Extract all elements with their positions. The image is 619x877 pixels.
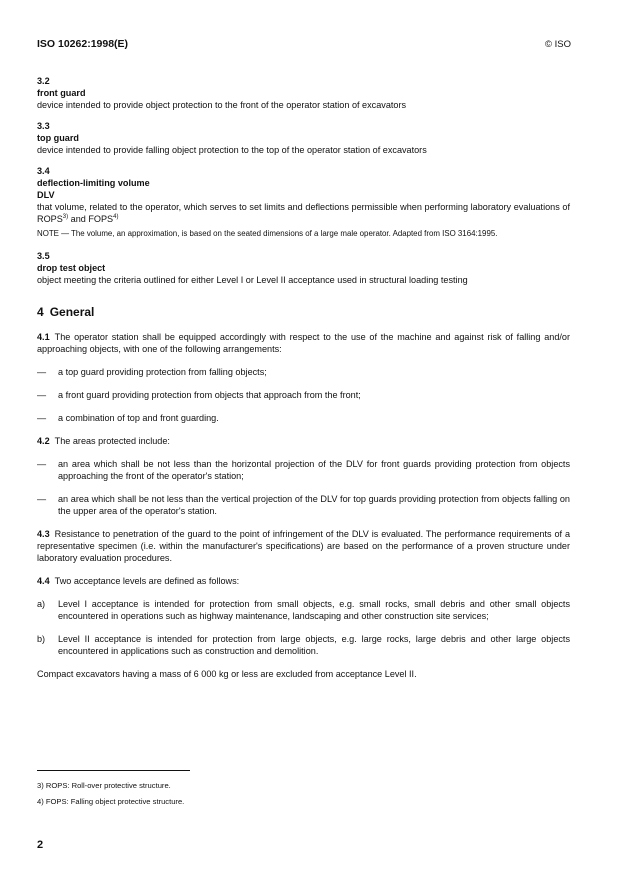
definition-text: that volume, related to the operator, which serves to set limits and deflections permissible when performing laboratory evaluations of ROPS <box>37 202 570 224</box>
footnote-ref-3: 3) <box>62 214 69 220</box>
term-name: front guard <box>37 88 86 98</box>
clause-4-3 <box>37 528 570 564</box>
clause-text: The areas protected include: <box>54 436 170 446</box>
list-item <box>37 458 570 482</box>
list-marker: a) <box>37 599 46 609</box>
clause-4-1 <box>37 331 570 355</box>
footnote-3: 3) ROPS: Roll-over protective structure. <box>37 781 171 790</box>
document-id: ISO 10262:1998(E) <box>37 38 129 50</box>
term-3-2 <box>37 75 570 111</box>
dash-marker: — <box>37 459 47 469</box>
term-number: 3.4 <box>37 166 50 176</box>
dash-marker: — <box>37 367 47 377</box>
clause-text: Two acceptance levels are defined as follows: <box>54 576 240 586</box>
list-item <box>37 493 570 517</box>
list-item <box>37 389 570 401</box>
clause-number: 4.2 <box>37 436 50 446</box>
term-name: top guard <box>37 133 79 143</box>
clause-number: 4.1 <box>37 332 50 342</box>
section-heading <box>37 306 570 318</box>
list-item <box>37 633 570 657</box>
term-abbreviation: DLV <box>37 190 55 200</box>
copyright-mark: © ISO <box>544 39 571 50</box>
list-item-text: a combination of top and front guarding. <box>58 413 219 423</box>
term-3-5 <box>37 250 570 286</box>
list-item-text: Level I acceptance is intended for protection from small objects, e.g. small rocks, small debris and other small objects encountered in operations such as highway maintenance, landscaping and other construction site services; <box>58 599 570 621</box>
list-item-text: an area which shall be not less than the horizontal projection of the DLV for front guards providing protection from objects approaching the front of the operator's station; <box>58 459 570 481</box>
note: NOTE — The volume, an approximation, is based on the seated dimensions of a large male operator. Adapted from ISO 3164:1995. <box>37 229 498 238</box>
clause-4-2 <box>37 435 570 447</box>
footnote-ref-4: 4) <box>113 214 119 220</box>
clause-4-4 <box>37 575 570 587</box>
page-content <box>37 75 570 691</box>
term-3-4 <box>37 165 570 225</box>
footnote-4: 4) FOPS: Falling object protective structure. <box>37 797 185 806</box>
list-item <box>37 412 570 424</box>
term-definition: object meeting the criteria outlined for either Level I or Level II acceptance used in structural loading testing <box>37 275 468 285</box>
list-item <box>37 366 570 378</box>
term-definition <box>37 201 570 225</box>
dash-marker: — <box>37 413 47 423</box>
footnote-separator <box>37 770 190 771</box>
clause-text: The operator station shall be equipped accordingly with respect to the use of the machine and against risk of falling and/or approaching objects, with one of the following arrangements: <box>37 332 570 354</box>
term-number: 3.3 <box>37 121 50 131</box>
dash-marker: — <box>37 494 47 504</box>
clause-number: 4.3 <box>37 529 50 539</box>
list-item-text: an area which shall be not less than the vertical projection of the DLV for top guards providing protection from objects falling on the upper area of the operator's station. <box>58 494 570 516</box>
term-number: 3.5 <box>37 251 50 261</box>
closing-paragraph: Compact excavators having a mass of 6 000 kg or less are excluded from acceptance Level II. <box>37 669 417 679</box>
term-name: drop test object <box>37 263 106 273</box>
term-number: 3.2 <box>37 76 50 86</box>
term-definition: device intended to provide falling object protection to the top of the operator station of excavators <box>37 145 427 155</box>
section-number: 4 <box>37 305 44 319</box>
definition-text: and FOPS <box>68 214 114 224</box>
list-item <box>37 598 570 622</box>
clause-text: Resistance to penetration of the guard to the point of infringement of the DLV is evaluated. The performance requirements of a representative specimen (i.e. within the manufacturer's specifications) are based on the performance of a proven structure under laboratory evaluation procedures. <box>37 529 570 563</box>
list-item-text: Level II acceptance is intended for protection from large objects, e.g. large rocks, large debris and other large objects encountered in applications such as construction and demolition. <box>58 634 570 656</box>
clause-number: 4.4 <box>37 576 50 586</box>
term-3-3 <box>37 120 570 156</box>
term-definition: device intended to provide object protection to the front of the operator station of excavators <box>37 100 407 110</box>
dash-marker: — <box>37 390 47 400</box>
page-number: 2 <box>37 839 44 851</box>
term-name: deflection-limiting volume <box>37 178 150 188</box>
list-marker: b) <box>37 634 46 644</box>
list-item-text: a front guard providing protection from objects that approach from the front; <box>58 390 361 400</box>
list-item-text: a top guard providing protection from falling objects; <box>58 367 267 377</box>
section-title: General <box>49 305 95 319</box>
